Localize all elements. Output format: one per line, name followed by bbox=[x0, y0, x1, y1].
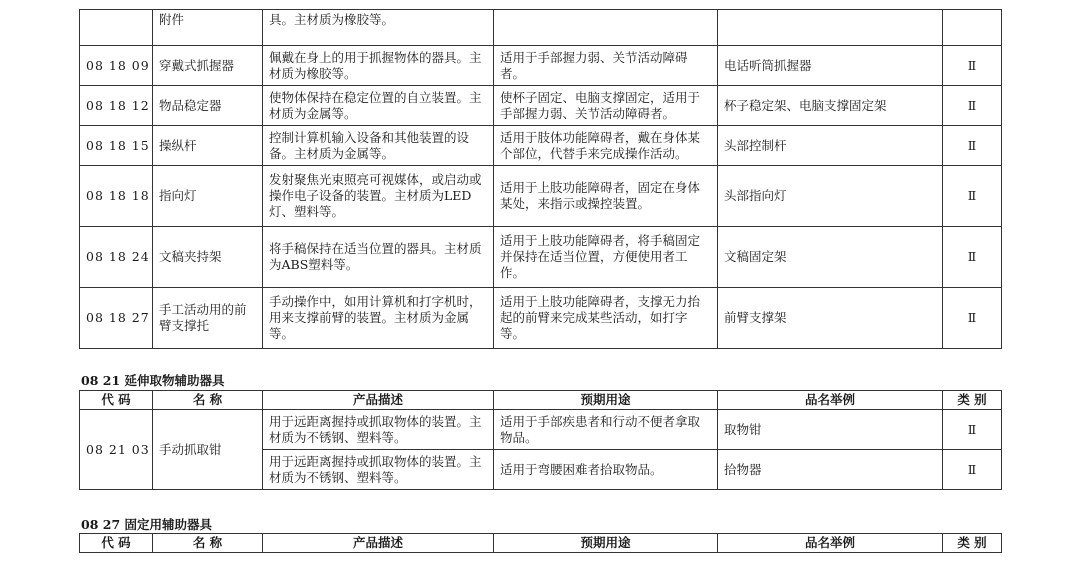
header-class: 类 别 bbox=[943, 534, 1002, 553]
table-row bbox=[80, 46, 1002, 86]
cell-use: 适用于上肢功能障碍者，将手稿固定并保持在适当位置，方便使用者工作。 bbox=[494, 227, 718, 288]
cell-code bbox=[80, 10, 153, 46]
cell-class: Ⅱ bbox=[943, 46, 1002, 86]
cell-class: Ⅱ bbox=[943, 227, 1002, 288]
section-title-08-21: 08 21 延伸取物辅助器具 bbox=[81, 373, 225, 388]
section-title-08-27: 08 27 固定用辅助器具 bbox=[81, 517, 212, 532]
cell-example: 头部控制杆 bbox=[718, 126, 943, 166]
cell-desc: 控制计算机输入设备和其他装置的设备。主材质为金属等。 bbox=[263, 126, 494, 166]
cell-use: 适用于手部疾患者和行动不便者拿取物品。 bbox=[494, 410, 718, 450]
header-use: 预期用途 bbox=[494, 391, 718, 410]
cell-example: 前臂支撑架 bbox=[718, 288, 943, 349]
cell-class: Ⅱ bbox=[943, 410, 1002, 450]
table-row bbox=[80, 227, 1002, 288]
cell-example: 取物钳 bbox=[718, 410, 943, 450]
cell-name: 手工活动用的前臂支撑托 bbox=[153, 288, 263, 349]
cell-name: 穿戴式抓握器 bbox=[153, 46, 263, 86]
cell-use: 适用于弯腰困难者拾取物品。 bbox=[494, 450, 718, 490]
cell-code: 08 18 18 bbox=[80, 166, 153, 227]
header-code: 代 码 bbox=[80, 391, 153, 410]
cell-example: 头部指向灯 bbox=[718, 166, 943, 227]
assistive-products-table-08-18 bbox=[79, 9, 1002, 349]
cell-desc: 使物体保持在稳定位置的自立装置。主材质为金属等。 bbox=[263, 86, 494, 126]
cell-desc: 用于远距离握持或抓取物体的装置。主材质为不锈钢、塑料等。 bbox=[263, 410, 494, 450]
cell-name: 文稿夹持架 bbox=[153, 227, 263, 288]
cell-example: 文稿固定架 bbox=[718, 227, 943, 288]
cell-class: Ⅱ bbox=[943, 166, 1002, 227]
header-class: 类 别 bbox=[943, 391, 1002, 410]
cell-name: 手动抓取钳 bbox=[153, 410, 263, 490]
cell-name: 操纵杆 bbox=[153, 126, 263, 166]
cell-use: 使杯子固定、电脑支撑固定，适用于手部握力弱、关节活动障碍者。 bbox=[494, 86, 718, 126]
header-desc: 产品描述 bbox=[263, 391, 494, 410]
cell-code: 08 18 27 bbox=[80, 288, 153, 349]
cell-desc: 用于远距离握持或抓取物体的装置。主材质为不锈钢、塑料等。 bbox=[263, 450, 494, 490]
cell-desc: 手动操作中，如用计算机和打字机时，用来支撑前臂的装置。主材质为金属等。 bbox=[263, 288, 494, 349]
cell-use: 适用于上肢功能障碍者，支撑无力抬起的前臂来完成某些活动，如打字等。 bbox=[494, 288, 718, 349]
table-row bbox=[80, 10, 1002, 46]
header-example: 品名举例 bbox=[718, 391, 943, 410]
header-use: 预期用途 bbox=[494, 534, 718, 553]
cell-desc: 佩戴在身上的用于抓握物体的器具。主材质为橡胶等。 bbox=[263, 46, 494, 86]
cell-class: Ⅱ bbox=[943, 288, 1002, 349]
cell-example: 电话听筒抓握器 bbox=[718, 46, 943, 86]
cell-class bbox=[943, 10, 1002, 46]
cell-desc: 发射聚焦光束照亮可视媒体，或启动或操作电子设备的装置。主材质为LED灯、塑料等。 bbox=[263, 166, 494, 227]
table-header-row bbox=[80, 391, 1002, 410]
table-row bbox=[80, 288, 1002, 349]
cell-use bbox=[494, 10, 718, 46]
table-row bbox=[80, 410, 1002, 450]
cell-class: Ⅱ bbox=[943, 126, 1002, 166]
header-name: 名 称 bbox=[153, 391, 263, 410]
header-name: 名 称 bbox=[153, 534, 263, 553]
cell-example: 拾物器 bbox=[718, 450, 943, 490]
cell-desc: 具。主材质为橡胶等。 bbox=[263, 10, 494, 46]
cell-use: 适用于肢体功能障碍者，戴在身体某个部位，代替手来完成操作活动。 bbox=[494, 126, 718, 166]
table-row bbox=[80, 86, 1002, 126]
table-header-row bbox=[80, 534, 1002, 553]
cell-example bbox=[718, 10, 943, 46]
table-row bbox=[80, 166, 1002, 227]
cell-code: 08 18 24 bbox=[80, 227, 153, 288]
cell-class: Ⅱ bbox=[943, 86, 1002, 126]
cell-example: 杯子稳定架、电脑支撑固定架 bbox=[718, 86, 943, 126]
assistive-products-table-08-27 bbox=[79, 533, 1002, 553]
cell-code: 08 18 09 bbox=[80, 46, 153, 86]
cell-use: 适用于上肢功能障碍者，固定在身体某处，来指示或操控装置。 bbox=[494, 166, 718, 227]
cell-use: 适用于手部握力弱、关节活动障碍者。 bbox=[494, 46, 718, 86]
header-code: 代 码 bbox=[80, 534, 153, 553]
header-desc: 产品描述 bbox=[263, 534, 494, 553]
cell-code: 08 18 15 bbox=[80, 126, 153, 166]
cell-name: 附件 bbox=[153, 10, 263, 46]
assistive-products-table-08-21 bbox=[79, 390, 1002, 490]
cell-desc: 将手稿保持在适当位置的器具。主材质为ABS塑料等。 bbox=[263, 227, 494, 288]
cell-class: Ⅱ bbox=[943, 450, 1002, 490]
cell-code: 08 21 03 bbox=[80, 410, 153, 490]
table-row bbox=[80, 126, 1002, 166]
cell-name: 物品稳定器 bbox=[153, 86, 263, 126]
cell-code: 08 18 12 bbox=[80, 86, 153, 126]
cell-name: 指向灯 bbox=[153, 166, 263, 227]
header-example: 品名举例 bbox=[718, 534, 943, 553]
